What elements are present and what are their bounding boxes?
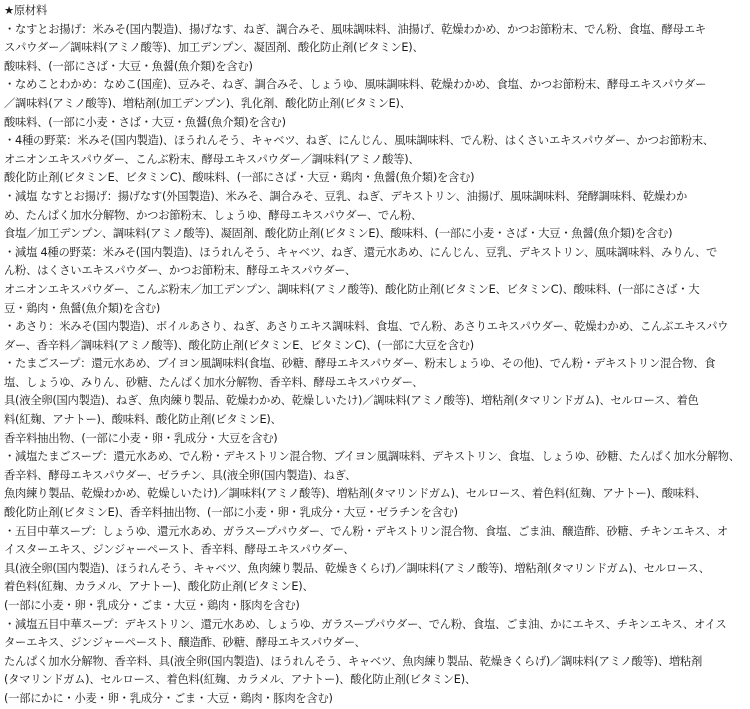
ingredient-line: ・4種の野菜：米みそ(国内製造)、ほうれんそう、キャベツ、ねぎ、にんじん、風味調味料、でん粉、はくさいエキスパウダー、かつお節粉末、 [4, 134, 714, 148]
ingredients-list [4, 21, 750, 709]
ingredients-heading: ★原材料 [4, 4, 48, 17]
ingredient-line: (タマリンドガム)、セルロース、着色料(紅麹、カラメル、アナトー)、酸化防止剤(ビタミンE)、 [4, 673, 476, 687]
ingredient-line: ・減塩 4種の野菜：米みそ(国内製造)、ほうれんそう、キャベツ、ねぎ、還元水あめ、にんじん、豆乳、デキストリン、風味調味料、みりん、で [4, 245, 718, 259]
ingredient-line: 酸化防止剤(ビタミンE、ビタミンC)、酸味料、(一部にさば・大豆・鶏肉・魚醤(魚介類)を含む) [4, 171, 475, 185]
ingredient-line: 料(紅麹、アナトー)、酸味料、酸化防止剤(ビタミンE)、 [4, 413, 282, 427]
ingredient-line: オニオンエキスパウダー、こんぶ粉末、酵母エキスパウダー／調味料(アミノ酸等)、 [4, 152, 420, 166]
ingredient-line: オニオンエキスパウダー、こんぶ粉末／加工デンプン、調味料(アミノ酸等)、酸化防止剤(ビタミンE、ビタミンC)、酸味料、(一部にさば・大 [4, 282, 700, 296]
ingredient-line: 豆・鶏肉・魚醤(魚介類)を含む) [4, 301, 161, 315]
ingredient-line: 魚肉練り製品、乾燥わかめ、乾燥しいたけ)／調味料(アミノ酸等)、増粘剤(タマリンドガム)、セルロース、着色料(紅麹、アナトー)、酸味料、 [4, 487, 706, 501]
ingredient-line: ・なめことわかめ：なめこ(国産)、豆みそ、ねぎ、調合みそ、しょうゆ、風味調味料、乾燥わかめ、食塩、かつお節粉末、酵母エキスパウダー [4, 78, 707, 92]
ingredient-line: スパウダー／調味料(アミノ酸等)、加工デンプン、凝固剤、酸化防止剤(ビタミンE)、 [4, 41, 424, 55]
ingredient-line: 酸味料、(一部に小麦・さば・大豆・魚醤(魚介類)を含む) [4, 115, 286, 129]
ingredient-line: ・あさり：米みそ(国内製造)、ボイルあさり、ねぎ、あさりエキス調味料、食塩、でん粉、あさりエキスパウダー、乾燥わかめ、こんぶエキスパウ [4, 320, 729, 334]
ingredient-line: 食塩／加工デンプン、調味料(アミノ酸等)、凝固剤、酸化防止剤(ビタミンE)、酸味料、(一部に小麦・さば・大豆・魚醤(魚介類)を含む) [4, 227, 673, 241]
ingredient-line: め、たんぱく加水分解物、かつお節粉末、しょうゆ、酵母エキスパウダー、でん粉、 [4, 208, 423, 222]
ingredient-line: ん粉、はくさいエキスパウダー、かつお節粉末、酵母エキスパウダー、 [4, 264, 356, 278]
ingredient-line: ・減塩たまごスープ：還元水あめ、でん粉・デキストリン混合物、ブイヨン風調味料、デキストリン、食塩、しょうゆ、砂糖、たんぱく加水分解物、 [4, 450, 740, 464]
ingredient-line: 着色料(紅麹、カラメル、アナトー)、酸化防止剤(ビタミンE)、 [4, 580, 314, 594]
ingredient-line: ・なすとお揚げ：米みそ(国内製造)、揚げなす、ねぎ、調合みそ、風味調味料、油揚げ、乾燥わかめ、かつお節粉末、でん粉、食塩、酵母エキ [4, 22, 706, 36]
ingredient-line: 香辛料抽出物、(一部に小麦・卵・乳成分・大豆を含む) [4, 431, 278, 445]
ingredient-line: ・減塩五目中華スープ：デキストリン、還元水あめ、しょうゆ、ガラスープパウダー、でん粉、食塩、ごま油、かにエキス、チキンエキス、オイス [4, 617, 727, 631]
ingredient-line: たんぱく加水分解物、香辛料、具(液全卵(国内製造)、ほうれんそう、キャベツ、魚肉練り製品、乾燥きくらげ)／調味料(アミノ酸等)、増粘剤 [4, 654, 703, 668]
ingredient-line: 塩、しょうゆ、みりん、砂糖、たんぱく加水分解物、香辛料、酵母エキスパウダー、 [4, 375, 424, 389]
ingredient-line: 具(液全卵(国内製造)、ほうれんそう、キャベツ、魚肉練り製品、乾燥きくらげ)／調味料(アミノ酸等)、増粘剤(タマリンドガム)、セルロース、 [4, 561, 710, 575]
ingredient-line: (一部にかに・小麦・卵・乳成分・ごま・大豆・鶏肉・豚肉を含む) [4, 691, 333, 705]
ingredient-line: ・五目中華スープ：しょうゆ、還元水あめ、ガラスープパウダー、でん粉・デキストリン混合物、食塩、ごま油、醸造酢、砂糖、チキンエキス、オ [4, 524, 728, 538]
ingredient-line: ・たまごスープ：還元水あめ、ブイヨン風調味料(食塩、砂糖、酵母エキスパウダー、粉末しょうゆ、その他)、でん粉・デキストリン混合物、食 [4, 357, 716, 371]
ingredient-line: イスターエキス、ジンジャーペースト、香辛料、酵母エキスパウダー、 [4, 543, 355, 557]
ingredient-line: 酸味料、(一部にさば・大豆・魚醤(魚介類)を含む) [4, 59, 253, 73]
ingredient-line: 酸化防止剤(ビタミンE)、香辛料抽出物、(一部に小麦・卵・乳成分・大豆・ゼラチンを含む) [4, 506, 458, 520]
ingredient-line: (一部に小麦・卵・乳成分・ごま・大豆・鶏肉・豚肉を含む) [4, 599, 300, 612]
ingredient-line: ／調味料(アミノ酸等)、増粘剤(加工デンプン)、乳化剤、酸化防止剤(ビタミンE)、 [4, 96, 411, 110]
ingredient-line: 香辛料、酵母エキスパウダー、ゼラチン、具(液全卵(国内製造)、ねぎ、 [4, 468, 357, 482]
ingredient-line: ターエキス、ジンジャーペースト、醸造酢、砂糖、酵母エキスパウダー、 [4, 636, 366, 650]
ingredient-line: 具(液全卵(国内製造)、ねぎ、魚肉練り製品、乾燥わかめ、乾燥しいたけ)／調味料(アミノ酸等)、増粘剤(タマリンドガム)、セルロース、着色 [4, 394, 699, 408]
ingredient-line: ・減塩 なすとお揚げ：揚げなす(外国製造)、米みそ、調合みそ、豆乳、ねぎ、デキストリン、油揚げ、風味調味料、発酵調味料、乾燥わか [4, 189, 688, 203]
ingredient-line: ダー、香辛料／調味料(アミノ酸等)、酸化防止剤(ビタミンE、ビタミンC)、(一部に大豆を含む) [4, 338, 474, 352]
